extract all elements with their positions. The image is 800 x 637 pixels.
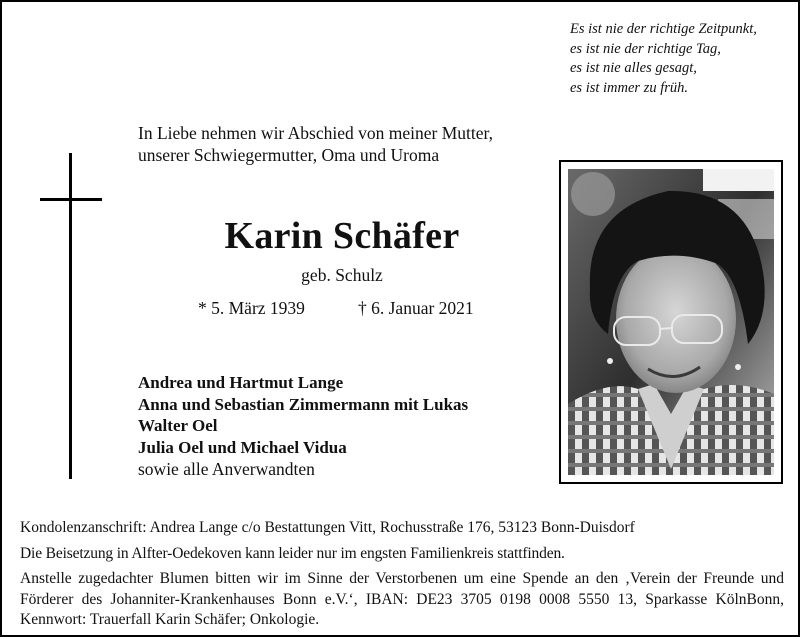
- donation-note: Anstelle zugedachter Blumen bitten wir im Sinne der Verstorbenen um eine Spende an den ‚Verein der Freunde und Förderer des Johanniter-Krankenhauses Bonn e.V.‘, IBAN: DE23 3705 0198 0008 5550 13, Sparkasse KölnBonn, Kennwort: Trauerfall Karin Schäfer; Onkologie.: [20, 570, 784, 628]
- cross-horizontal-bar: [40, 198, 102, 201]
- death-date: † 6. Januar 2021: [358, 298, 474, 318]
- condolence-address: Kondolenzanschrift: Andrea Lange c/o Bestattungen Vitt, Rochusstraße 176, 53123 Bonn-Duisdorf: [20, 519, 635, 536]
- poem-line: Es ist nie der richtige Zeitpunkt,: [570, 21, 757, 37]
- poem-line: es ist nie der richtige Tag,: [570, 40, 721, 57]
- deceased-name: Karin Schäfer: [224, 215, 460, 257]
- farewell-intro: [138, 122, 558, 166]
- maiden-name: geb. Schulz: [301, 265, 383, 285]
- funeral-note: Die Beisetzung in Alfter-Oedekoven kann leider nur im engsten Familienkreis stattfinden.: [20, 544, 565, 562]
- poem-line: es ist immer zu früh.: [570, 79, 689, 96]
- mourners-list: [138, 372, 558, 481]
- cross-vertical-bar: [69, 153, 72, 479]
- birth-date: * 5. März 1939: [198, 298, 305, 318]
- portrait-photo: [568, 169, 774, 475]
- mourner-entry: Julia Oel und Michael Vidua: [138, 437, 347, 457]
- poem-line: es ist nie alles gesagt,: [570, 60, 697, 76]
- intro-line: unserer Schwiegermutter, Oma und Uroma: [138, 145, 440, 165]
- intro-line: In Liebe nehmen wir Abschied von meiner Mutter,: [138, 123, 494, 143]
- footer-notes: [20, 518, 784, 631]
- mourner-entry: Walter Oel: [138, 416, 218, 435]
- poem: [570, 20, 792, 98]
- portrait-photo-frame: [559, 160, 783, 484]
- mourner-entry: Andrea und Hartmut Lange: [138, 373, 344, 392]
- mourner-entry: Anna und Sebastian Zimmermann mit Lukas: [138, 394, 469, 414]
- other-relatives: sowie alle Anverwandten: [138, 459, 315, 479]
